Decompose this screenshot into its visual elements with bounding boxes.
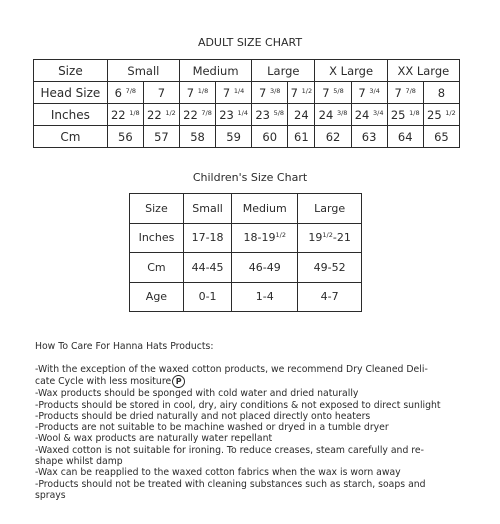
head-size-cell: 7 [143, 82, 179, 104]
cm-row [34, 126, 460, 148]
care-line: shape whilst damp [35, 456, 123, 468]
size-small: Small [107, 60, 179, 82]
care-line: -Products should be stored in cool, dry, airy conditions & not exposed to direct sunlight [35, 399, 441, 411]
children-cell: Large [298, 194, 362, 224]
children-cell: $19^{1/2}-21$ [298, 223, 362, 253]
children-cell: 49-52 [298, 253, 362, 283]
children-cell: $18-19^{1/2}$ [232, 223, 298, 253]
children-cell: 4-7 [298, 282, 362, 312]
head-size-cell: 7 $^{1/4}$ [216, 82, 252, 104]
cm-cell: 61 [288, 126, 315, 148]
inches-cell: 24 [288, 104, 315, 126]
adult-size-row [34, 60, 460, 82]
care-line: -Wool & wax products are naturally water repellant [35, 433, 273, 445]
inches-cell: 24 $^{3/8}$ [315, 104, 351, 126]
inches-row [34, 104, 460, 126]
care-line: -With the exception of the waxed cotton products, we recommend Dry Cleaned Deli- [35, 364, 428, 375]
children-row-label: Cm [130, 253, 184, 283]
children-cell: 17-18 [183, 223, 231, 253]
size-medium: Medium [179, 60, 251, 82]
head-size-row-label: Head Size [34, 82, 108, 104]
care-line: sprays [35, 489, 66, 501]
children-cell: 44-45 [183, 253, 231, 283]
inches-cell: 25 $^{1/2}$ [423, 104, 459, 126]
children-row-label: Size [130, 194, 184, 224]
children-cell: 0-1 [183, 282, 231, 312]
care-line: -Products should not be treated with cleaning substances such as starch, soaps and [35, 478, 426, 490]
inches-cell: 25 $^{1/8}$ [387, 104, 423, 126]
children-row-label: Inches [130, 223, 184, 253]
cm-cell: 56 [107, 126, 143, 148]
care-line: -Wax products should be sponged with cold water and dried naturally [35, 388, 359, 400]
head-size-cell: 8 [423, 82, 459, 104]
inches-cell: 23 $^{5/8}$ [252, 104, 288, 126]
head-size-cell: 7 $^{3/4}$ [351, 82, 387, 104]
care-line: -Products are not suitable to be machine washed or dryed in a tumble dryer [35, 422, 389, 434]
children-age-row [130, 282, 362, 312]
professional-dry-clean-icon: P [172, 375, 185, 388]
care-instructions [35, 364, 465, 501]
children-cell: 46-49 [232, 253, 298, 283]
care-heading: How To Care For Hanna Hats Products: [35, 341, 214, 352]
cm-cell: 60 [252, 126, 288, 148]
adult-chart-title: ADULT SIZE CHART [197, 36, 303, 49]
cm-cell: 57 [143, 126, 179, 148]
inches-cell: 22 $^{1/2}$ [143, 104, 179, 126]
children-chart-title: Children's Size Chart [192, 171, 308, 184]
care-line: -Wax can be reapplied to the waxed cotton fabrics when the wax is worn away [35, 467, 401, 479]
cm-cell: 63 [351, 126, 387, 148]
children-row-label: Age [130, 282, 184, 312]
inches-cell: 24 $^{3/4}$ [351, 104, 387, 126]
children-size-table [129, 193, 362, 312]
children-cm-row [130, 253, 362, 283]
cm-cell: 62 [315, 126, 351, 148]
children-size-row [130, 194, 362, 224]
children-cell: Medium [232, 194, 298, 224]
head-size-cell: 7 $^{7/8}$ [387, 82, 423, 104]
care-line: cate Cycle with less mositure P [35, 375, 465, 388]
head-size-cell: 7 $^{1/2}$ [288, 82, 315, 104]
care-line: -Products should be dried naturally and not placed directly onto heaters [35, 410, 371, 422]
head-size-row [34, 82, 460, 104]
cm-row-label: Cm [34, 126, 108, 148]
cm-cell: 65 [423, 126, 459, 148]
children-inches-row [130, 223, 362, 253]
inches-cell: 22 $^{7/8}$ [179, 104, 215, 126]
cm-cell: 64 [387, 126, 423, 148]
inches-cell: 22 $^{1/8}$ [107, 104, 143, 126]
head-size-cell: 7 $^{1/8}$ [179, 82, 215, 104]
size-xx-large: XX Large [387, 60, 459, 82]
adult-size-table [33, 59, 460, 148]
head-size-cell: 6 $^{7/8}$ [107, 82, 143, 104]
size-row-label: Size [34, 60, 108, 82]
inches-cell: 23 $^{1/4}$ [216, 104, 252, 126]
cm-cell: 59 [216, 126, 252, 148]
care-line: -Waxed cotton is not suitable for ironing. To reduce creases, steam carefully and re- [35, 444, 424, 456]
head-size-cell: 7 $^{5/8}$ [315, 82, 351, 104]
children-cell: Small [183, 194, 231, 224]
head-size-cell: 7 $^{3/8}$ [252, 82, 288, 104]
inches-row-label: Inches [34, 104, 108, 126]
size-x-large: X Large [315, 60, 387, 82]
cm-cell: 58 [179, 126, 215, 148]
size-large: Large [252, 60, 315, 82]
children-cell: 1-4 [232, 282, 298, 312]
